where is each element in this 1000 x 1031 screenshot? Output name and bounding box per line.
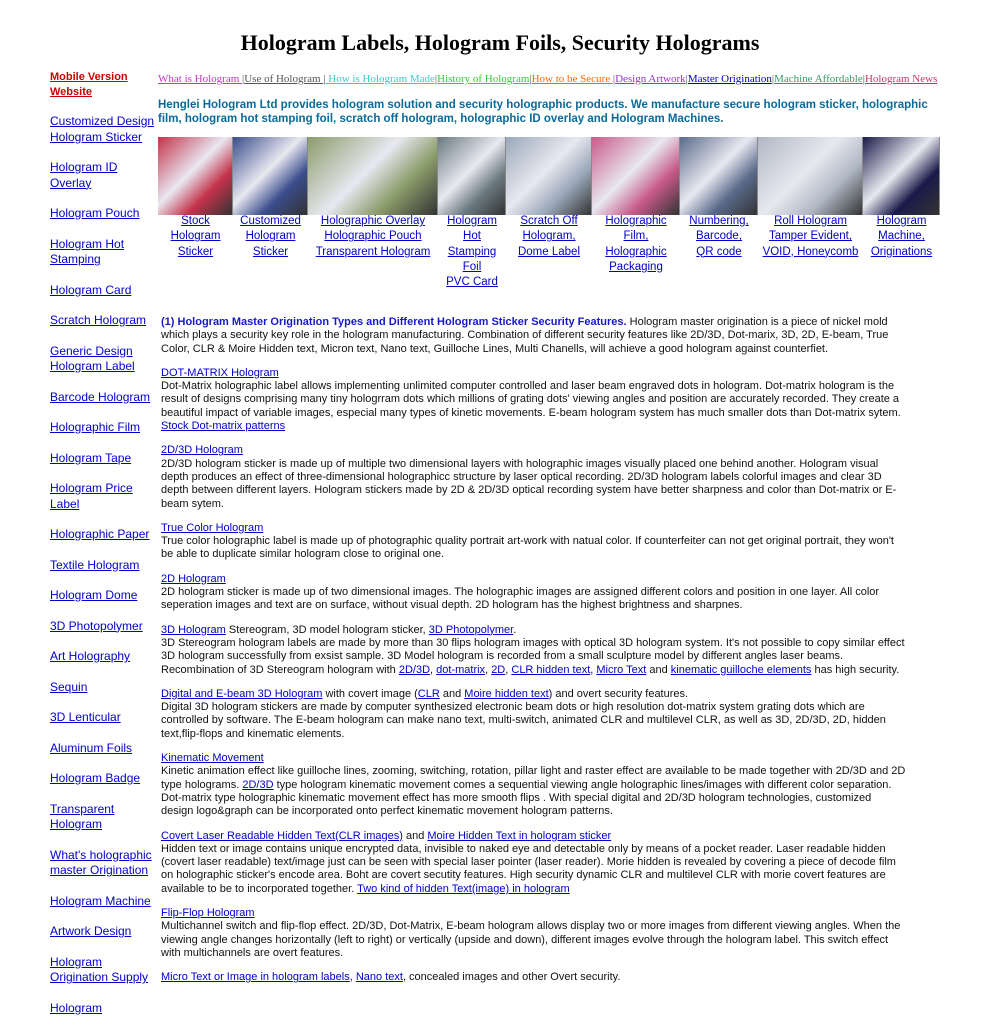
sidebar-item[interactable]: 3D Photopolymer xyxy=(50,618,143,633)
sidebar-item[interactable]: Holographic Paper xyxy=(50,527,150,541)
page-title: Hologram Labels, Hologram Foils, Security Holograms xyxy=(240,30,760,55)
sticker-photo-icon[interactable] xyxy=(158,137,233,215)
sidebar-item[interactable]: Aluminum Foils xyxy=(50,740,133,755)
product-image-strip xyxy=(158,137,940,215)
scratch-off-photo-icon[interactable] xyxy=(506,137,592,215)
product-caption xyxy=(506,214,592,260)
nav-separator: | xyxy=(612,73,616,85)
product-caption-link[interactable]: Customized xyxy=(240,215,301,227)
product-caption xyxy=(758,214,863,260)
section-digital-ebeam: Digital and E-beam 3D Hologram with covert image (CLR and Moire hidden text) and overt security features. Digital 3D hologram stickers are made by computer synthesized electronic beam dots or high resolution dot-matrix system grating dots which are controlled by software. The E-beam hologram can make nano text, multi-switch, animated CLR and multilevel CLR, as well as 3D, 2D/3D, 2D, hidden text,flip-flops and kinematic elements. xyxy=(161,687,886,740)
product-caption xyxy=(592,214,680,275)
product-caption-link[interactable]: Holographic Film, xyxy=(605,215,667,243)
clr-link[interactable]: CLR xyxy=(417,687,440,700)
product-caption-link[interactable]: Sticker xyxy=(252,245,289,258)
digital-ebeam-link[interactable]: Digital and E-beam 3D Hologram xyxy=(161,687,323,700)
nav-separator: | xyxy=(242,73,245,85)
link-2d[interactable]: 2D xyxy=(491,663,506,676)
nav-separator: | xyxy=(529,73,532,85)
top-nav-link[interactable]: Machine Affordable xyxy=(774,73,863,85)
product-caption-link[interactable]: Hot xyxy=(463,230,481,243)
product-caption xyxy=(863,214,940,260)
intro-text: Henglei Hologram Ltd provides hologram solution and security holographic products. We manufacture secure hologram sticker, holographic film, hologram hot stamping foil, scratch off hologram, holographic ID overlay and Hologram Machines. xyxy=(158,99,928,125)
section-2d: 2D Hologram 2D hologram sticker is made up of two dimensional images. The holographic images are assigned different colors and position in one layer. All color seperation images and text are on surface, without visual depth. 2D hologram has the highest brightness and sharpnes. xyxy=(161,572,880,612)
product-caption-link[interactable]: Holographic xyxy=(605,245,667,258)
section-hidden-text: Covert Laser Readable Hidden Text(CLR images) and Moire Hidden Text in hologram sticker Hidden text or image contains unique encrypted data, invisible to naked eye and detectable only by means of a pocket reader. Laser readable hidden (covert laser readable) text/image just can be seen with special laser pointer (laser reader). Morie hidden is revealed by covering a piece of decode film on holographic sticker's encode area. Boht are covert secutity features. High security dynamic CLR and multilevel CLR with morie covert features are available to be to incorporated together. Two kind of hidden Text(image) in hologram xyxy=(161,829,896,895)
sidebar-item[interactable]: Hologram xyxy=(50,1000,103,1015)
two-hidden-text-link[interactable]: Two kind of hidden Text(image) in hologram xyxy=(357,882,570,895)
product-caption-link[interactable]: Scratch Off xyxy=(520,215,578,227)
sidebar-item[interactable]: What's holographic master Origination xyxy=(50,847,152,877)
product-caption-link[interactable]: Holographic Pouch xyxy=(324,230,422,243)
product-caption-link[interactable]: Tamper Evident, xyxy=(768,230,853,243)
sidebar-item[interactable]: Sequin xyxy=(50,679,88,694)
dot-matrix-link[interactable]: DOT-MATRIX Hologram xyxy=(161,366,279,379)
sidebar-item[interactable]: Hologram Tape xyxy=(50,450,132,465)
sidebar-item[interactable]: Hologram Dome xyxy=(50,588,138,602)
sidebar-item[interactable]: Art Holography xyxy=(50,649,131,663)
product-caption-link[interactable]: Stock xyxy=(181,215,210,227)
product-caption xyxy=(158,214,233,260)
product-caption-link[interactable]: Holographic Overlay xyxy=(320,215,426,227)
nav-separator: | xyxy=(771,73,775,85)
link-clr-hidden-text[interactable]: CLR hidden text xyxy=(511,663,591,676)
hologram-machine-photo-icon[interactable] xyxy=(863,137,940,215)
nav-separator: | xyxy=(323,73,326,85)
product-caption-link[interactable]: Hologram, xyxy=(522,230,576,243)
product-caption-link[interactable]: Roll Hologram xyxy=(774,215,847,227)
mobile-version-link[interactable]: Mobile Version Website xyxy=(50,71,128,98)
sidebar xyxy=(50,70,155,1031)
top-nav-link[interactable]: History of Hologram xyxy=(437,73,530,85)
product-caption-link[interactable]: Numbering, xyxy=(689,215,749,227)
link-dot-matrix[interactable]: dot-matrix xyxy=(436,663,486,676)
product-caption xyxy=(438,214,506,290)
customized-sticker-photo-icon[interactable] xyxy=(233,137,308,215)
section-dot-matrix: DOT-MATRIX Hologram Dot-Matrix holographic label allows implementing unlimited computer controlled and laser beam engraved dots in hologram. Dot-matrix hologram is the result of designs comprising many tiny hologrram dots which millions of grating dots' viewing angles and position are accurately recorded. They create a beautiful impact of variable images, especial many types of kinetic movements. E-beam hologram system has much smaller dots than Dot-matrix sytem. Stock Dot-matrix patterns xyxy=(161,366,901,433)
kinematic-2d3d-link[interactable]: 2D/3D xyxy=(242,778,274,791)
section-2d3d: 2D/3D Hologram 2D/3D hologram sticker is made up of multiple two dimensional layers with holographic images visually placed one behind another. Hologram visual depth produces an effect of three-dimensional holographicc structure by laser optical recording. 2D/3D hologram labels colorful images and clear 3D depth between different layers. Hologram stickers made by 2D & 2D/3D optical recording system have better sharpness and color than Dot-matrix or E-beam sytem. xyxy=(161,444,897,510)
sidebar-item[interactable]: Hologram ID Overlay xyxy=(50,160,118,190)
kinematic-movement-link[interactable]: Kinematic Movement xyxy=(161,752,264,765)
top-nav-link[interactable]: Design Artwork xyxy=(615,73,686,85)
flip-flop-link[interactable]: Flip-Flop Hologram xyxy=(161,906,255,919)
holographic-overlay-photo-icon[interactable] xyxy=(308,137,438,215)
sidebar-item[interactable]: Transparent Hologram xyxy=(50,801,115,831)
section-micro-text: Micro Text or Image in hologram labels, Nano text, concealed images and other Overt security. xyxy=(161,971,621,984)
product-caption-link[interactable]: VOID, Honeycomb xyxy=(762,245,859,258)
section-kinematic: Kinematic Movement Kinetic animation effect like guilloche lines, zooming, switching, rotation, pillar light and raster effect are available to be made together with 2D/3D and 2D type holograms. 2D/3D type hologram kinematic movement comes a sequential viewing angle holographic lines/images with different color separation. Dot-matrix type holographic kinematic movement effect has more smooth flips . With special digital and 2D/3D hologram technologies, customized design logo&graph can be incorporated onto perfect kinematic movement hologram patterns. xyxy=(161,752,906,818)
sidebar-item[interactable]: Hologram Pouch xyxy=(50,206,140,220)
sidebar-item[interactable]: Hologram Price Label xyxy=(50,481,133,511)
product-caption-link[interactable]: Sticker xyxy=(177,245,214,258)
sidebar-item[interactable]: Hologram Machine xyxy=(50,893,151,908)
2d-hologram-link[interactable]: 2D Hologram xyxy=(161,572,226,585)
product-caption-link[interactable]: Hologram xyxy=(170,230,221,243)
moire-hidden-text-link[interactable]: Moire Hidden Text in hologram sticker xyxy=(427,829,612,842)
top-nav-link[interactable]: What is Hologram xyxy=(158,73,243,85)
sidebar-item[interactable]: Holographic Film xyxy=(50,420,141,434)
section-true-color: True Color Hologram True color holographic label is made up of photographic quality portrait art-work with natual color. If counterfeiter can not get original portrait, they won't be able to duplicate similar hologram close to original one. xyxy=(161,521,894,561)
top-nav-link[interactable]: Master Origination xyxy=(687,73,772,85)
stock-dot-matrix-link[interactable]: Stock Dot-matrix patterns xyxy=(161,420,286,433)
sidebar-item[interactable]: Scratch Hologram xyxy=(50,313,147,327)
section-3d: 3D Hologram Stereogram, 3D model hologram sticker, 3D Photopolymer. 3D Stereogram hologram labels are made by more than 30 flips hologram images with optical 3D hologram system. It's not possible to copy similar effect 3D hologram successfully from exsist sample. 3D Model hologram is recorded from a small sculpture model by different angles laser beams. Recombination of 3D Stereogram hologram with 2D/3D, dot-matrix, 2D, CLR hidden text, Micro Text and kinematic guilloche elements has high security. xyxy=(161,623,905,676)
link-micro-text[interactable]: Micro Text xyxy=(596,663,647,676)
2d3d-hologram-link[interactable]: 2D/3D Hologram xyxy=(161,444,243,457)
nav-separator: | xyxy=(862,73,865,85)
micro-text-link[interactable]: Micro Text or Image in hologram labels xyxy=(161,971,350,984)
top-nav-link[interactable]: Use of Hologram xyxy=(244,73,324,85)
sidebar-item[interactable]: Hologram Origination Supply xyxy=(50,954,149,984)
product-caption-link[interactable]: Transparent Hologram xyxy=(315,245,431,258)
sidebar-item[interactable]: Hologram Card xyxy=(50,282,132,297)
nano-text-link[interactable]: Nano text xyxy=(355,971,403,984)
link-2d3d[interactable]: 2D/3D xyxy=(398,663,431,676)
product-caption xyxy=(680,214,758,260)
hot-stamping-foil-photo-icon[interactable] xyxy=(438,137,506,215)
product-caption-link[interactable]: Originations xyxy=(870,245,933,258)
product-caption-link[interactable]: Hologram xyxy=(447,215,497,227)
product-caption xyxy=(308,214,438,260)
sidebar-item[interactable]: Hologram Hot Stamping xyxy=(50,236,125,266)
product-caption-link[interactable]: Hologram xyxy=(245,230,296,243)
product-caption-link[interactable]: QR code xyxy=(696,245,742,258)
sidebar-item[interactable]: Textile Hologram xyxy=(50,557,140,572)
section-heading: (1) Hologram Master Origination Types and Different Hologram Sticker Security Features. xyxy=(161,316,627,328)
sidebar-item[interactable]: 3D Lenticular xyxy=(50,710,121,724)
sidebar-item[interactable]: Customized Design Hologram Sticker xyxy=(50,114,155,144)
clr-images-link[interactable]: Covert Laser Readable Hidden Text(CLR images) xyxy=(161,829,403,842)
top-nav-link[interactable]: Hologram News xyxy=(864,73,938,85)
product-caption-link[interactable]: Dome Label xyxy=(517,245,580,258)
holographic-film-photo-icon[interactable] xyxy=(592,137,680,215)
product-caption-link[interactable]: Stamping xyxy=(447,245,497,258)
nav-separator: | xyxy=(685,73,688,85)
sidebar-item[interactable]: Barcode Hologram xyxy=(50,389,151,404)
true-color-link[interactable]: True Color Hologram xyxy=(161,521,264,534)
3d-hologram-link[interactable]: 3D Hologram xyxy=(161,623,226,636)
sidebar-item[interactable]: Hologram Badge xyxy=(50,771,141,785)
product-caption-link[interactable]: Barcode, xyxy=(695,230,743,243)
top-nav-link[interactable]: How to be Secure xyxy=(531,73,613,85)
3d-photopolymer-link[interactable]: 3D Photopolymer xyxy=(428,623,514,636)
product-caption-link[interactable]: Hologram xyxy=(876,215,927,227)
roll-hologram-photo-icon[interactable] xyxy=(758,137,863,215)
product-caption-link[interactable]: PVC Card xyxy=(446,276,498,289)
sidebar-item[interactable]: Artwork Design xyxy=(50,924,132,938)
product-caption-link[interactable]: Packaging xyxy=(609,260,663,273)
numbering-barcode-photo-icon[interactable] xyxy=(680,137,758,215)
section-flip-flop: Flip-Flop Hologram Multichannel switch and flip-flop effect. 2D/3D, Dot-Matrix, E-beam hologram allows display two or more images from different viewing angles. When the viewing angle changes horizontally (left to right) or vertically (upside and down), different images evolve through the hologram label. This switch effect with multichannels are overt features. xyxy=(161,906,901,959)
main-content xyxy=(161,316,906,995)
section-master-origination: (1) Hologram Master Origination Types and Different Hologram Sticker Security Features. Hologram master origination is a piece of nickel mold which plays a security key role in the hologram manufacturing. Combination of different security features like 2D/3D, Dot-marix, 3D, 2D, E-beam, True Color, CLR & Moire Hidden text, Micron text, Nano text, Guilloche Lines, Multi Chanells, will achieve a good hologram against counterfiet. xyxy=(161,316,889,355)
top-nav-link[interactable]: How is Hologram Made xyxy=(325,73,435,85)
moire-hidden-link[interactable]: Moire hidden text xyxy=(464,687,549,700)
link-kinematic-guilloche[interactable]: kinematic guilloche elements xyxy=(670,663,812,676)
nav-separator: | xyxy=(434,73,438,85)
product-caption-link[interactable]: Foil xyxy=(462,260,482,273)
sidebar-item[interactable]: Generic Design Hologram Label xyxy=(50,343,135,373)
product-caption xyxy=(233,214,308,260)
top-nav xyxy=(158,73,948,85)
product-caption-link[interactable]: Machine, xyxy=(878,230,925,243)
